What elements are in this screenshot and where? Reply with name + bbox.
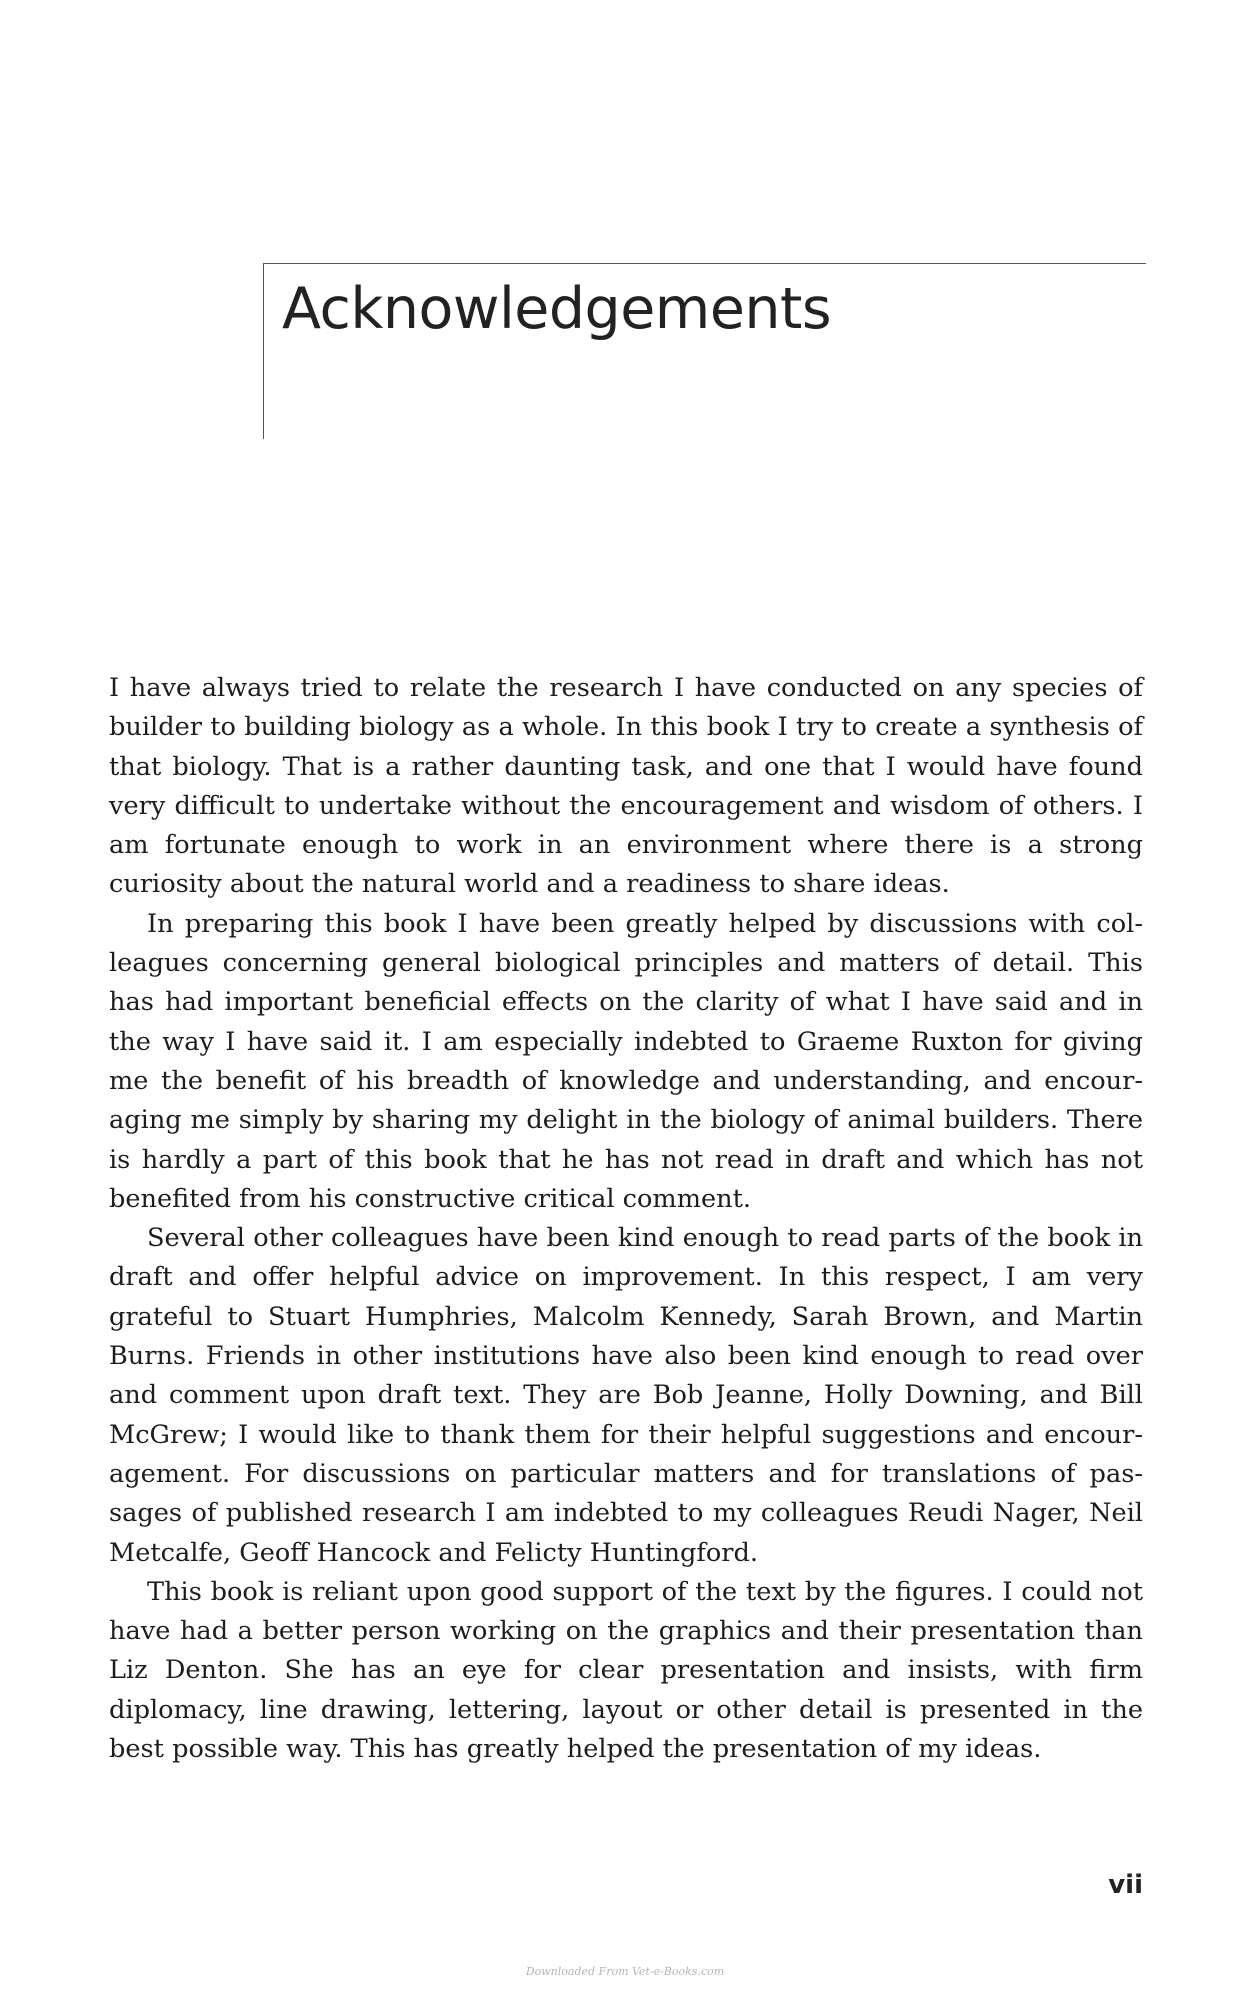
paragraph: This book is reliant upon good support of the text by the figures. I could not have had a better person working on the graphics and their presentation than Liz Denton. She has an eye for clear presentation and insists, with firm diplomacy, line drawing, lettering, layout or other detail is presented in the best possible way. This has greatly helped the presentation of my ideas.: [109, 1576, 1143, 1765]
paragraph: Several other colleagues have been kind enough to read parts of the book in draft and offer helpful advice on improvement. In this respect, I am very grateful to Stuart Humphries, Malcolm Kennedy, Sarah Brown, and Martin Burns. Friends in other institutions have also been kind enough to read over and comment upon draft text. They are Bob Jeanne, Holly Downing, and Bill McGrew; I would like to thank them for their helpful suggestions and encouragement. For discussions on particular matters and for translations of passages of published research I am indebted to my colleagues Reudi Nager, Neil Metcalfe, Geoff Hancock and Felicty Huntingford.: [109, 1223, 1143, 1568]
download-watermark: Downloaded From Vet-e-Books.com: [525, 1965, 725, 1978]
body-text: [109, 669, 1143, 1769]
chapter-title: Acknowledgements: [282, 276, 832, 342]
chapter-heading-frame: [263, 263, 1146, 439]
paragraph: In preparing this book I have been greatly helped by discussions with colleagues concerning general biological principles and matters of detail. This has had important beneficial effects on the clarity of what I have said and in the way I have said it. I am especially indebted to Graeme Ruxton for giving me the benefit of his breadth of knowledge and understanding, and encouraging me simply by sharing my delight in the biology of animal builders. There is hardly a part of this book that he has not read in draft and which has not benefited from his constructive critical comment.: [109, 908, 1143, 1214]
paragraph: I have always tried to relate the research I have conducted on any species of builder to building biology as a whole. In this book I try to create a synthesis of that biology. That is a rather daunting task, and one that I would have found very difficult to undertake without the encouragement and wisdom of others. I am fortunate enough to work in an environment where there is a strong curiosity about the natural world and a readiness to share ideas.: [109, 673, 1143, 900]
page-number: vii: [1108, 1870, 1143, 1900]
